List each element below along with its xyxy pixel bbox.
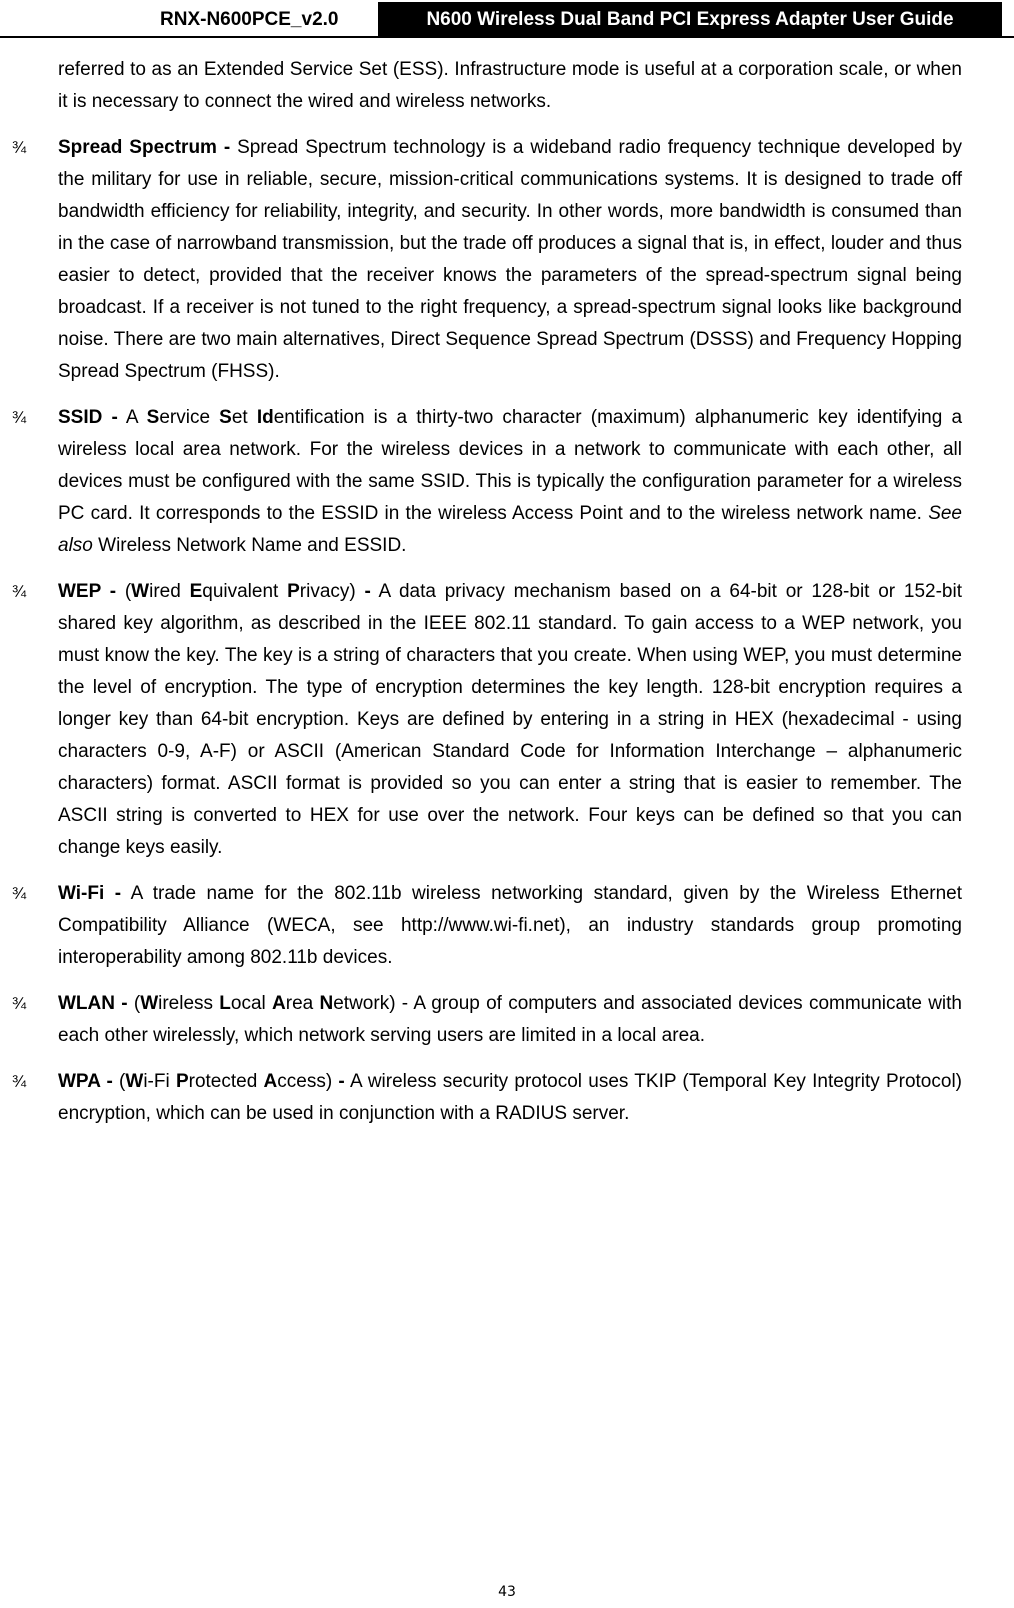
term-label: SSID -	[58, 407, 118, 428]
entry-wpa	[12, 1066, 962, 1130]
entry-text: Spread Spectrum - Spread Spectrum technology is a wideband radio frequency technique developed by the military for use in reliable, secure, mission-critical communications systems. It is designed to trade off bandwidth efficiency for reliability, integrity, and security. In other words, more bandwidth is consumed than in the case of narrowband transmission, but the trade off produces a signal that is, in effect, louder and thus easier to detect, provided that the receiver knows the parameters of the spread-spectrum signal being broadcast. If a receiver is not tuned to the right frequency, a spread-spectrum signal looks like background noise. There are two main alternatives, Direct Sequence Spread Spectrum (DSSS) and Frequency Hopping Spread Spectrum (FHSS).	[58, 137, 962, 382]
entry-ssid	[12, 402, 963, 562]
header-title: N600 Wireless Dual Band PCI Express Adapter User Guide	[378, 2, 1002, 36]
bullet-icon: ¾	[12, 138, 27, 157]
entry-text: WEP - (Wired Equivalent Privacy) - A data privacy mechanism based on a 64-bit or 128-bit or 152-bit shared key algorithm, as described in the IEEE 802.11 standard. To gain access to a WEP network, you must know the key. The key is a string of characters that you create. When using WEP, you must determine the level of encryption. The type of encryption determines the key length. 128-bit encryption requires a longer key than 64-bit encryption. Keys are defined by entering in a string in HEX (hexadecimal - using characters 0-9, A-F) or ASCII (American Standard Code for Information Interchange – alphanumeric characters) format. ASCII format is provided so you can enter a string that is easier to remember. The ASCII string is converted to HEX for use over the network. Four keys can be defined so that you can change keys easily.	[58, 581, 962, 858]
glossary-content	[12, 54, 963, 1144]
entry-text: WPA - (Wi-Fi Protected Access) - A wireless security protocol uses TKIP (Temporal Key Integrity Protocol) encryption, which can be used in conjunction with a RADIUS server.	[58, 1071, 962, 1124]
bullet-icon: ¾	[12, 582, 27, 601]
term-label: Wi-Fi -	[58, 883, 122, 904]
term-label: WEP -	[58, 581, 117, 602]
entry-wifi	[12, 878, 962, 974]
header-model: RNX-N600PCE_v2.0	[160, 9, 339, 30]
page-header	[0, 0, 1014, 36]
term-label: WPA -	[58, 1071, 113, 1092]
page-number: 43	[498, 1584, 516, 1600]
entry-wep	[12, 576, 962, 864]
bullet-icon: ¾	[12, 994, 27, 1013]
entry-text: WLAN - (Wireless Local Area Network) - A group of computers and associated devices communicate with each other wirelessly, which network serving users are limited in a local area.	[58, 993, 962, 1046]
bullet-icon: ¾	[12, 408, 27, 427]
header-rule	[0, 36, 1014, 38]
term-label: WLAN -	[58, 993, 128, 1014]
bullet-icon: ¾	[12, 884, 27, 903]
entry-text: SSID - A Service Set Identification is a thirty-two character (maximum) alphanumeric key identifying a wireless local area network. For the wireless devices in a network to communicate with each other, all devices must be configured with the same SSID. This is typically the configuration parameter for a wireless PC card. It corresponds to the ESSID in the wireless Access Point and to the wireless network name. See also Wireless Network Name and ESSID.	[58, 407, 963, 556]
bullet-icon: ¾	[12, 1072, 27, 1091]
entry-text: Wi-Fi - A trade name for the 802.11b wireless networking standard, given by the Wireless Ethernet Compatibility Alliance (WECA, see http://www.wi-fi.net), an industry standards group promoting interoperability among 802.11b devices.	[58, 883, 962, 968]
intro-paragraph: referred to as an Extended Service Set (ESS). Infrastructure mode is useful at a corporation scale, or when it is necessary to connect the wired and wireless networks.	[58, 59, 962, 112]
term-label: Spread Spectrum -	[58, 137, 231, 158]
entry-spread-spectrum	[12, 132, 962, 388]
entry-wlan	[12, 988, 962, 1052]
